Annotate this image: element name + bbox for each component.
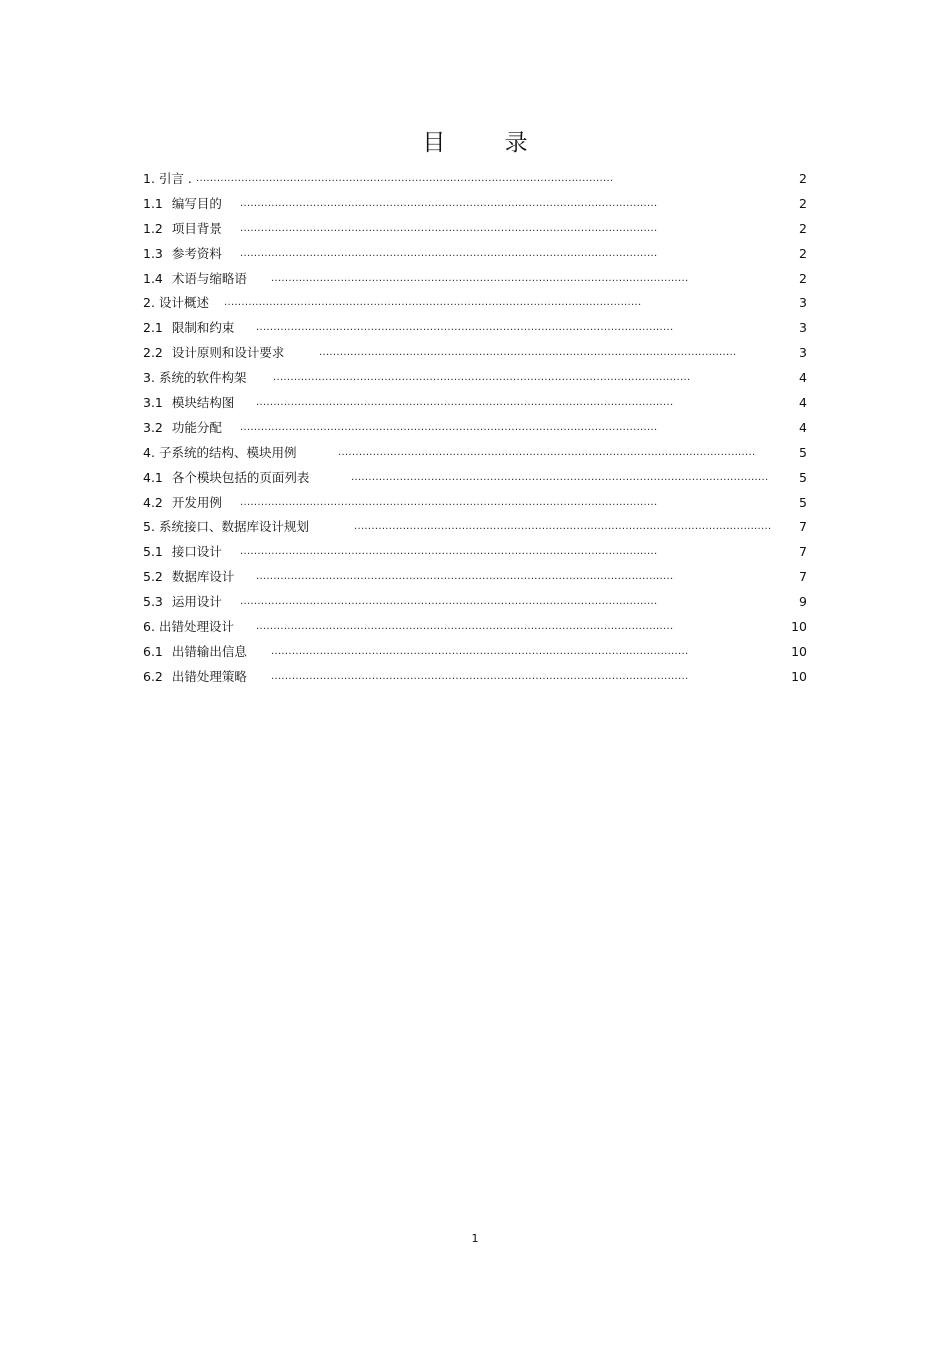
toc-entry-page: 2 <box>799 245 807 261</box>
toc-leader-dots: ........................................................................................................................ <box>196 173 614 184</box>
toc-leader-dots: ........................................................................................................................ <box>256 621 674 633</box>
toc-leader-dots: ........................................................................................................................ <box>338 446 756 458</box>
toc-leader-dots: ........................................................................................................................ <box>240 596 658 608</box>
toc-entry-number: 6. <box>143 619 155 635</box>
toc-leader-dots: ........................................................................................................................ <box>271 645 689 657</box>
toc-entry[interactable] <box>143 467 807 492</box>
toc-title: 目 录 <box>422 130 554 156</box>
toc-entry[interactable] <box>143 516 807 541</box>
toc-entry[interactable] <box>143 392 807 417</box>
toc-entry-page: 2 <box>799 270 807 286</box>
toc-entry[interactable] <box>143 417 807 442</box>
toc-leader-dots: ........................................................................................................................ <box>256 571 674 583</box>
toc-entry-title: 功能分配 <box>171 419 222 435</box>
toc-entry-title: 编写目的 <box>171 195 222 211</box>
toc-entry[interactable] <box>143 193 807 218</box>
toc-entry-title: 出错处理策略 <box>171 668 247 684</box>
toc-entry-title: 运用设计 <box>171 594 222 610</box>
toc-leader-dots: ........................................................................................................................ <box>256 397 674 409</box>
toc-entry-page: 4 <box>799 395 807 411</box>
toc-entry-page: 7 <box>799 569 807 585</box>
toc-entry-title: 出错处理设计 <box>158 619 234 635</box>
toc-entry[interactable] <box>143 616 807 641</box>
toc-leader-dots: ........................................................................................................................ <box>354 521 772 533</box>
toc-leader-dots: ........................................................................................................................ <box>240 546 658 558</box>
toc-entry[interactable] <box>143 292 807 317</box>
toc-entry[interactable] <box>143 218 807 243</box>
toc-entry[interactable] <box>143 541 807 566</box>
toc-entry-title: 设计概述 <box>158 295 209 311</box>
toc-entry-page: 10 <box>791 619 807 635</box>
toc-entry-title: 术语与缩略语 <box>171 270 247 286</box>
toc-entry-title: 系统的软件构架 <box>158 370 247 386</box>
toc-entry-page: 2 <box>799 195 807 211</box>
toc-entry-page: 4 <box>799 370 807 386</box>
toc-entry-page: 7 <box>799 519 807 535</box>
toc-leader-dots: ........................................................................................................................ <box>224 297 642 309</box>
toc-leader-dots: ........................................................................................................................ <box>319 347 737 359</box>
toc-entry-page: 7 <box>799 544 807 560</box>
toc-entry-page: 5 <box>799 494 807 510</box>
toc-entry-number: 5.1 <box>143 544 163 560</box>
toc-entry-number: 3.2 <box>143 419 163 435</box>
toc-entry-number: 3.1 <box>143 395 163 411</box>
toc-leader-dots: ........................................................................................................................ <box>256 322 674 334</box>
toc-entry-number: 4.1 <box>143 469 163 485</box>
toc-entry-title: 引言 . <box>158 171 192 186</box>
toc-entry-number: 1.2 <box>143 220 163 236</box>
toc-entry-page: 5 <box>799 444 807 460</box>
toc-entry-number: 5. <box>143 519 155 535</box>
toc-entry-page: 9 <box>799 594 807 610</box>
toc-entry[interactable] <box>143 641 807 666</box>
toc-entry-number: 3. <box>143 370 155 386</box>
toc-leader-dots: ........................................................................................................................ <box>240 222 658 234</box>
toc-entry-title: 各个模块包括的页面列表 <box>171 469 310 485</box>
toc-entry-title: 开发用例 <box>171 494 222 510</box>
toc-leader-dots: ........................................................................................................................ <box>273 372 691 384</box>
toc-entry-page: 5 <box>799 469 807 485</box>
toc-entry[interactable] <box>143 492 807 517</box>
toc-entry[interactable] <box>143 666 807 691</box>
toc-leader-dots: ........................................................................................................................ <box>240 496 658 508</box>
toc-entry-number: 4.2 <box>143 494 163 510</box>
toc-entry-number: 2. <box>143 295 155 311</box>
toc-entry-page: 2 <box>799 220 807 236</box>
toc-entry-title: 模块结构图 <box>171 395 235 411</box>
toc-list <box>143 168 807 691</box>
toc-leader-dots: ........................................................................................................................ <box>240 197 658 209</box>
toc-entry-number: 1.1 <box>143 195 163 211</box>
toc-entry-title: 限制和约束 <box>171 320 235 336</box>
toc-entry[interactable] <box>143 168 807 193</box>
toc-leader-dots: ........................................................................................................................ <box>240 421 658 433</box>
toc-entry[interactable] <box>143 591 807 616</box>
toc-entry-title: 子系统的结构、模块用例 <box>158 444 297 460</box>
toc-entry-page: 10 <box>791 668 807 684</box>
toc-entry-number: 2.1 <box>143 320 163 336</box>
toc-entry[interactable] <box>143 243 807 268</box>
toc-entry[interactable] <box>143 442 807 467</box>
toc-leader-dots: ........................................................................................................................ <box>271 670 689 682</box>
toc-entry-number: 1.3 <box>143 245 163 261</box>
toc-entry-title: 出错输出信息 <box>171 643 247 659</box>
page-number: 1 <box>471 1232 479 1245</box>
toc-entry-page: 10 <box>791 643 807 659</box>
toc-entry-number: 5.3 <box>143 594 163 610</box>
toc-entry-page: 3 <box>799 295 807 311</box>
toc-entry-number: 6.1 <box>143 643 163 659</box>
toc-entry-title: 项目背景 <box>171 220 222 236</box>
toc-entry-page: 4 <box>799 419 807 435</box>
toc-entry-title: 数据库设计 <box>171 569 235 585</box>
toc-entry[interactable] <box>143 342 807 367</box>
toc-entry-number: 1. <box>143 171 155 186</box>
toc-leader-dots: ........................................................................................................................ <box>271 272 689 284</box>
toc-entry-title: 接口设计 <box>171 544 222 560</box>
toc-entry[interactable] <box>143 367 807 392</box>
toc-leader-dots: ........................................................................................................................ <box>351 471 769 483</box>
toc-entry-page: 3 <box>799 320 807 336</box>
toc-entry[interactable] <box>143 566 807 591</box>
toc-entry-page: 3 <box>799 345 807 361</box>
toc-entry-number: 6.2 <box>143 668 163 684</box>
toc-entry-title: 设计原则和设计要求 <box>171 345 285 361</box>
toc-entry-number: 2.2 <box>143 345 163 361</box>
toc-entry-title: 参考资料 <box>171 245 222 261</box>
toc-entry-title: 系统接口、数据库设计规划 <box>158 519 309 535</box>
toc-entry[interactable] <box>143 317 807 342</box>
toc-entry-number: 5.2 <box>143 569 163 585</box>
toc-entry-number: 1.4 <box>143 270 163 286</box>
toc-entry-page: 2 <box>799 171 807 186</box>
toc-entry[interactable] <box>143 268 807 293</box>
toc-entry-number: 4. <box>143 444 155 460</box>
toc-leader-dots: ........................................................................................................................ <box>240 247 658 259</box>
